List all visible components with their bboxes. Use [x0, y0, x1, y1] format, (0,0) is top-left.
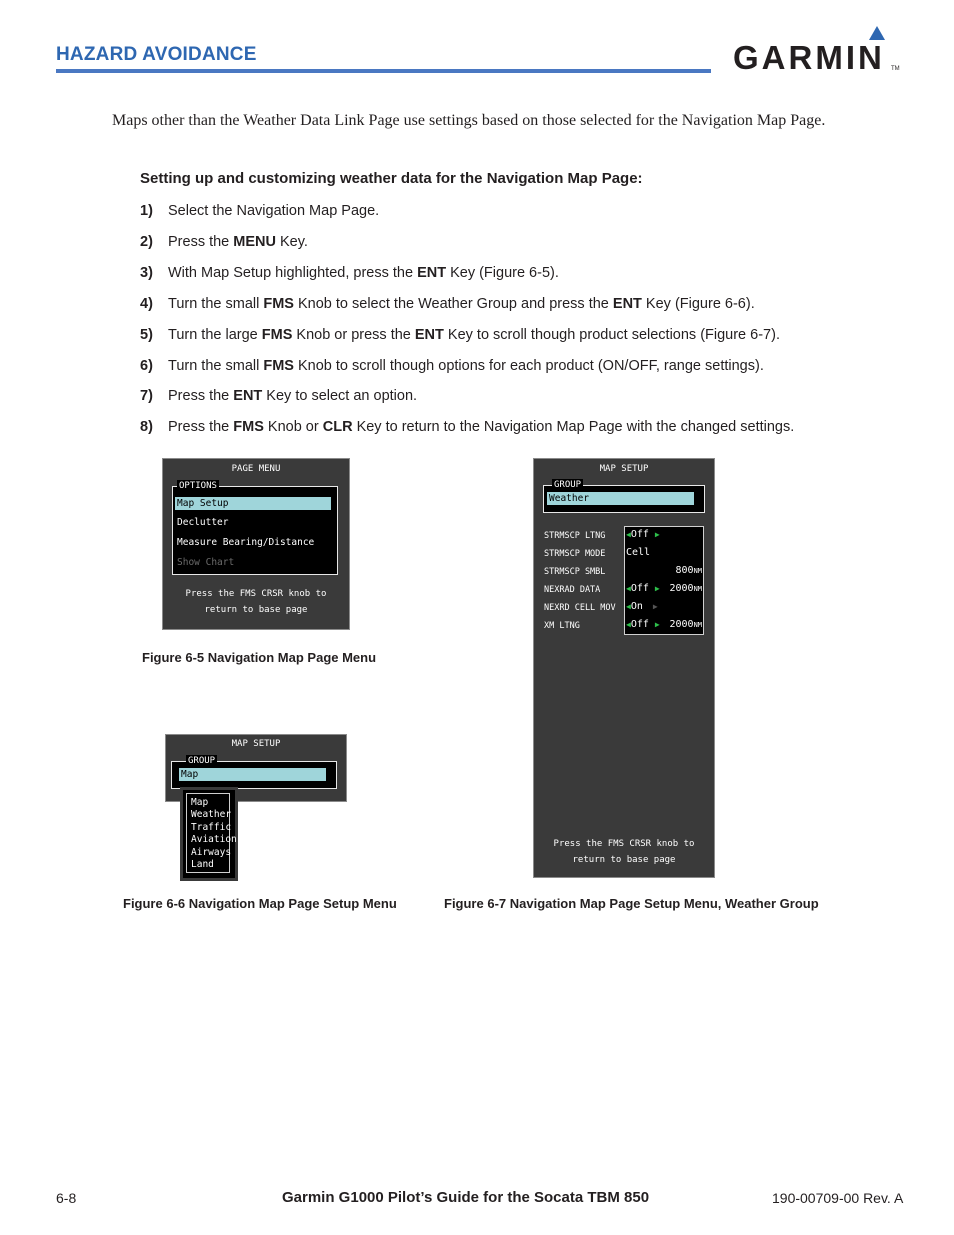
footnote-line-1: Press the FMS CRSR knob to — [553, 839, 695, 849]
step-number: 8) — [140, 419, 153, 435]
page-menu-title: PAGE MENU — [231, 464, 281, 474]
setting-value[interactable] — [626, 601, 658, 612]
range-value[interactable] — [669, 619, 702, 630]
group-selector — [171, 756, 337, 789]
group-option[interactable]: Airways — [191, 846, 232, 858]
group-label: GROUP — [188, 756, 216, 766]
range-unit: NM — [693, 567, 702, 575]
range-unit: NM — [693, 621, 702, 629]
map-setup-title: MAP SETUP — [231, 739, 281, 749]
range-number: 800 — [675, 565, 694, 576]
footnote-line-2: return to base page — [204, 605, 308, 615]
step-text: Turn the small FMS Knob to scroll though options for each product (ON/OFF, range settings). — [168, 358, 764, 374]
step-number: 5) — [140, 327, 153, 343]
range-value[interactable] — [669, 583, 702, 594]
group-option[interactable]: Weather — [191, 809, 232, 821]
options-group-label: OPTIONS — [179, 481, 217, 491]
step-number: 2) — [140, 234, 153, 250]
key-name: ENT — [233, 388, 263, 404]
logo-trademark: TM — [891, 66, 900, 72]
group-dropdown — [180, 787, 238, 881]
map-setup-footnote — [534, 836, 714, 868]
step-number: 1) — [140, 203, 153, 219]
value-text: On — [630, 601, 643, 612]
arrow-right-icon: ▶ — [654, 620, 660, 629]
footnote-line-1: Press the FMS CRSR knob to — [185, 589, 327, 599]
setting-label: NEXRAD DATA — [544, 585, 601, 595]
footnote-line-2: return to base page — [572, 855, 676, 865]
figure-6-6-caption: Figure 6-6 Navigation Map Page Setup Menu — [123, 896, 397, 911]
footer-title: Garmin G1000 Pilot’s Guide for the Socata TBM 850 — [282, 1189, 650, 1206]
range-unit: NM — [693, 585, 702, 593]
step-text: Turn the small FMS Knob to select the Weather Group and press the ENT Key (Figure 6-6). — [168, 296, 755, 312]
step-text: Press the ENT Key to select an option. — [168, 388, 418, 404]
group-option[interactable]: Aviation — [191, 834, 237, 846]
logo-text: GARMIN — [733, 39, 885, 76]
setting-value[interactable] — [626, 583, 660, 594]
range-value[interactable] — [676, 565, 703, 576]
group-option[interactable]: Land — [191, 859, 214, 870]
step-number: 4) — [140, 296, 153, 312]
page-menu-footnote — [163, 586, 349, 618]
key-name: MENU — [233, 234, 276, 250]
menu-item-show-chart: Show Chart — [177, 557, 235, 568]
arrow-left-icon: ◀ — [626, 620, 631, 629]
value-text: Off — [630, 619, 649, 630]
range-number: 2000 — [669, 583, 694, 594]
key-name: FMS — [261, 327, 293, 343]
arrow-right-icon: ▶ — [654, 584, 660, 593]
menu-item-declutter[interactable]: Declutter — [177, 517, 229, 528]
key-name: ENT — [414, 327, 444, 343]
setting-label: STRMSCP MODE — [544, 549, 606, 559]
key-name: CLR — [322, 419, 353, 435]
figure-6-5-caption: Figure 6-5 Navigation Map Page Menu — [142, 650, 377, 665]
group-option[interactable]: Map — [191, 797, 209, 808]
figure-6-7-caption: Figure 6-7 Navigation Map Page Setup Menu, Weather Group — [444, 896, 819, 911]
value-text: Off — [630, 583, 649, 594]
key-name: ENT — [417, 265, 447, 281]
step-number: 6) — [140, 358, 153, 374]
figure-6-7-screen — [533, 458, 715, 878]
menu-item-measure-bearing[interactable]: Measure Bearing/Distance — [177, 537, 315, 548]
arrow-left-icon: ◀ — [626, 530, 631, 539]
value-text: Off — [630, 529, 649, 540]
group-selected-weather[interactable]: Weather — [547, 492, 694, 505]
group-option[interactable]: Traffic — [191, 821, 232, 833]
key-name: FMS — [263, 358, 294, 374]
range-number: 2000 — [669, 619, 694, 630]
setting-value[interactable] — [626, 619, 660, 630]
intro-paragraph: Maps other than the Weather Data Link Page use settings based on those selected for the Navigation Map Page. — [112, 112, 826, 129]
step-number: 7) — [140, 388, 153, 404]
figure-6-5-screen — [162, 458, 350, 630]
arrow-right-icon: ▶ — [652, 602, 658, 611]
logo-triangle-icon — [869, 26, 885, 40]
setting-label: NEXRD CELL MOV — [544, 603, 616, 613]
page-number: 6-8 — [56, 1190, 77, 1206]
menu-item-map-setup[interactable]: Map Setup — [175, 497, 331, 510]
group-option-list — [186, 793, 237, 873]
key-name: FMS — [233, 419, 264, 435]
group-selector — [543, 480, 705, 513]
setting-label: STRMSCP LTNG — [544, 531, 606, 541]
setting-label: XM LTNG — [544, 621, 580, 631]
key-name: FMS — [263, 296, 294, 312]
options-group — [172, 481, 338, 575]
setting-label: STRMSCP SMBL — [544, 567, 606, 577]
doc-number: 190-00709-00 Rev. A — [772, 1190, 904, 1206]
step-text: Press the FMS Knob or CLR Key to return to the Navigation Map Page with the changed settings. — [168, 419, 795, 435]
arrow-right-icon: ▶ — [654, 530, 660, 539]
step-text: With Map Setup highlighted, press the ENT Key (Figure 6-5). — [168, 265, 559, 281]
setting-value[interactable]: Cell — [626, 547, 651, 558]
key-name: ENT — [612, 296, 642, 312]
step-text: Turn the large FMS Knob or press the ENT Key to scroll though product selections (Figure 6-7). — [168, 327, 780, 343]
arrow-left-icon: ◀ — [626, 602, 631, 611]
arrow-left-icon: ◀ — [626, 584, 631, 593]
header-rule — [56, 69, 711, 73]
garmin-logo — [733, 26, 898, 76]
section-title: HAZARD AVOIDANCE — [56, 44, 257, 65]
group-selected-map[interactable]: Map — [179, 768, 326, 781]
step-number: 3) — [140, 265, 153, 281]
map-setup-title: MAP SETUP — [599, 464, 649, 474]
step-text: Press the MENU Key. — [168, 234, 308, 250]
group-label: GROUP — [554, 480, 582, 490]
setting-value[interactable] — [626, 529, 660, 540]
step-text: Select the Navigation Map Page. — [168, 203, 380, 219]
procedure-heading: Setting up and customizing weather data for the Navigation Map Page: — [140, 170, 643, 187]
